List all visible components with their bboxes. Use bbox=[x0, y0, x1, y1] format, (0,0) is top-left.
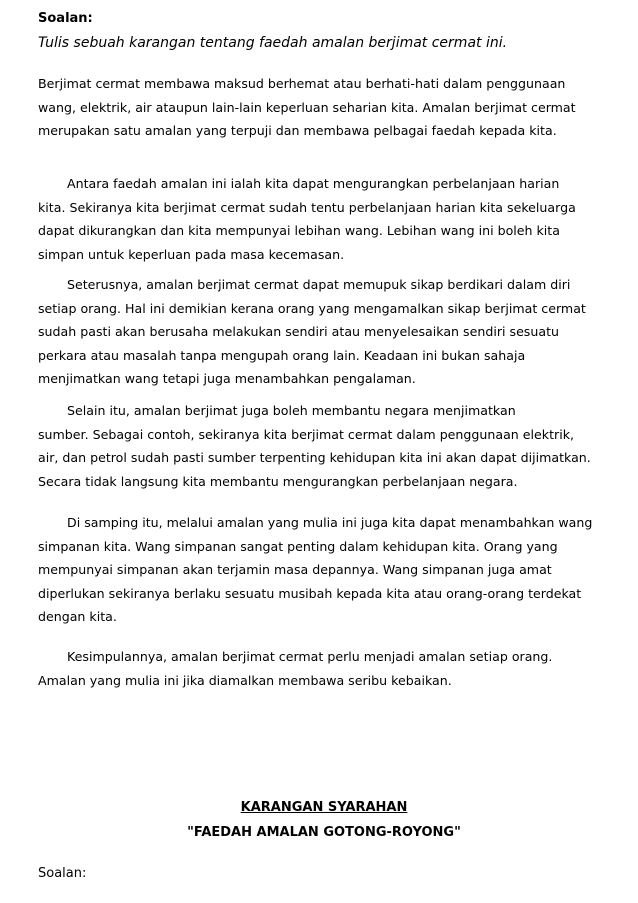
paragraph-line: Berjimat cermat membawa maksud berhemat atau berhati-hati dalam penggunaan bbox=[38, 76, 566, 91]
paragraph-point-1 bbox=[38, 172, 610, 266]
question-label: Soalan: bbox=[38, 11, 93, 26]
section-title bbox=[38, 800, 610, 815]
paragraph-line: Kesimpulannya, amalan berjimat cermat perlu menjadi amalan setiap orang. bbox=[67, 649, 553, 664]
paragraph-line: merupakan satu amalan yang terpuji dan membawa pelbagai faedah kepada kita. bbox=[38, 123, 557, 138]
paragraph-line: dapat dikurangkan dan kita mempunyai lebihan wang. Lebihan wang ini boleh kita bbox=[38, 223, 560, 238]
paragraph-point-2 bbox=[38, 273, 610, 391]
paragraph-line: Di samping itu, melalui amalan yang mulia ini juga kita dapat menambahkan wang bbox=[67, 515, 593, 530]
paragraph-line: dengan kita. bbox=[38, 609, 117, 624]
paragraph-line: kita. Sekiranya kita berjimat cermat sudah tentu perbelanjaan harian kita sekeluarga bbox=[38, 199, 576, 215]
paragraph-line: Seterusnya, amalan berjimat cermat dapat memupuk sikap berdikari dalam diri bbox=[67, 277, 571, 292]
paragraph-line: mempunyai simpanan akan terjamin masa depannya. Wang simpanan juga amat bbox=[38, 562, 552, 577]
paragraph-conclusion bbox=[38, 645, 610, 692]
paragraph-line: setiap orang. Hal ini demikian kerana orang yang mengamalkan sikap berjimat cermat bbox=[38, 300, 586, 316]
section-subtitle: "FAEDAH AMALAN GOTONG-ROYONG" bbox=[187, 825, 461, 840]
paragraph-line: menjimatkan wang tetapi juga menambahkan pengalaman. bbox=[38, 371, 416, 386]
paragraph-point-3 bbox=[38, 399, 610, 493]
section-title-text: KARANGAN SYARAHAN bbox=[240, 800, 408, 815]
paragraph-line: Antara faedah amalan ini ialah kita dapat mengurangkan perbelanjaan harian bbox=[67, 176, 560, 191]
paragraph-line: simpanan kita. Wang simpanan sangat penting dalam kehidupan kita. Orang yang bbox=[38, 538, 558, 554]
paragraph-line: Secara tidak langsung kita membantu mengurangkan perbelanjaan negara. bbox=[38, 473, 518, 489]
paragraph-line: diperlukan sekiranya berlaku sesuatu musibah kepada kita atau orang-orang terdekat bbox=[38, 585, 582, 601]
paragraph-line: simpan untuk keperluan pada masa kecemasan. bbox=[38, 246, 345, 262]
next-question-label: Soalan: bbox=[38, 866, 87, 881]
paragraph-introduction bbox=[38, 72, 610, 143]
paragraph-line: sumber. Sebagai contoh, sekiranya kita berjimat cermat dalam penggunaan elektrik, bbox=[38, 426, 574, 442]
paragraph-line: air, dan petrol sudah pasti sumber terpenting kehidupan kita ini akan dapat dijimatkan. bbox=[38, 450, 591, 465]
paragraph-line: sudah pasti akan berusaha melakukan sendiri atau menyelesaikan sendiri sesuatu bbox=[38, 324, 559, 339]
question-text: Tulis sebuah karangan tentang faedah amalan berjimat cermat ini. bbox=[38, 35, 508, 51]
paragraph-point-4 bbox=[38, 511, 610, 629]
paragraph-line: perkara atau masalah tanpa mengupah orang lain. Keadaan ini bukan sahaja bbox=[38, 347, 526, 363]
paragraph-line: wang, elektrik, air ataupun lain-lain keperluan seharian kita. Amalan berjimat cermat bbox=[38, 99, 576, 115]
paragraph-line: Selain itu, amalan berjimat juga boleh membantu negara menjimatkan bbox=[67, 403, 516, 418]
paragraph-line: Amalan yang mulia ini jika diamalkan membawa seribu kebaikan. bbox=[38, 672, 452, 688]
